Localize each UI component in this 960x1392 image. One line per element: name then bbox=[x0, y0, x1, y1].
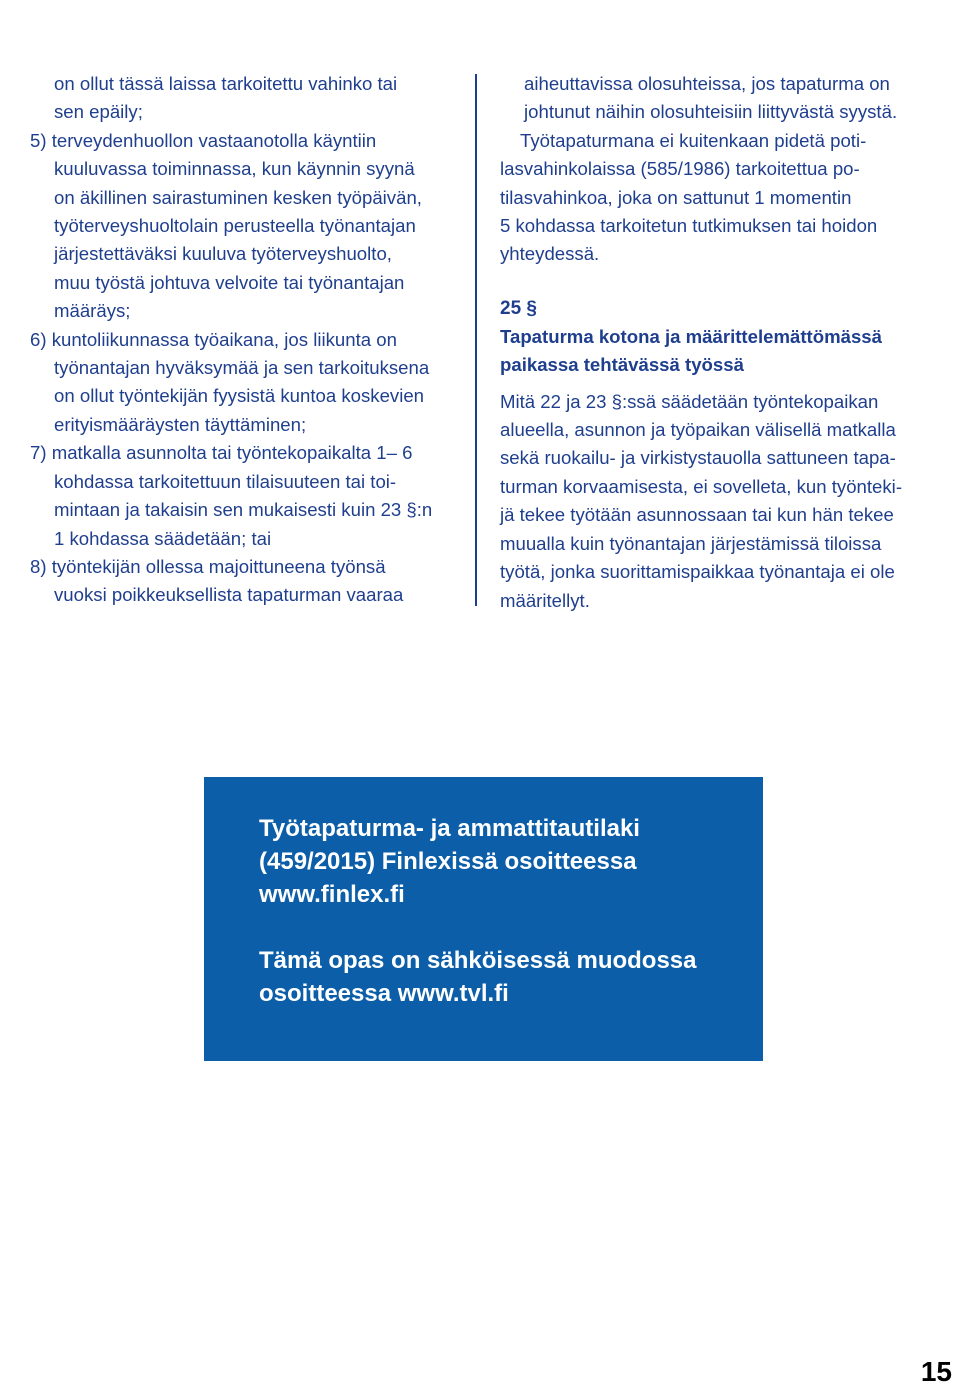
text-line: muu työstä johtuva velvoite tai työnantajan bbox=[54, 271, 405, 293]
page-number: 15 bbox=[920, 1356, 952, 1387]
list-item-8: 8) työntekijän ollessa majoittuneena työnsä bbox=[30, 555, 386, 577]
tvl-link[interactable]: osoitteessa www.tvl.fi bbox=[259, 980, 509, 1007]
text-line: työterveyshuoltolain perusteella työnantajan bbox=[54, 215, 416, 237]
text-line: määräys; bbox=[54, 300, 131, 322]
text-line: vuoksi poikkeuksellista tapaturman vaaraa bbox=[54, 584, 404, 606]
text-line: jä tekee työtään asunnossaan tai kun hän tekee bbox=[500, 504, 894, 526]
list-item-5: 5) terveydenhuollon vastaanotolla käyntiin bbox=[30, 129, 377, 151]
text-line: lasvahinkolaissa (585/1986) tarkoitettua po- bbox=[500, 158, 860, 180]
text-line: 1 kohdassa säädetään; tai bbox=[54, 527, 272, 549]
left-column bbox=[30, 70, 470, 610]
text-line: alueella, asunnon ja työpaikan välisellä matkalla bbox=[500, 419, 896, 441]
text-line: 5 kohdassa tarkoitetun tutkimuksen tai hoidon bbox=[500, 215, 878, 237]
text-line: sekä ruokailu- ja virkistystauolla sattuneen tapa- bbox=[500, 447, 896, 469]
section-title: paikassa tehtävässä työssä bbox=[500, 354, 744, 376]
text-line: mintaan ja takaisin sen mukaisesti kuin 23 §:n bbox=[54, 499, 433, 521]
text-line: tilasvahinkoa, joka on sattunut 1 momentin bbox=[500, 186, 852, 208]
text-line: on äkillinen sairastuminen kesken työpäivän, bbox=[54, 186, 422, 208]
text-line: Mitä 22 ja 23 §:ssä säädetään työntekopaikan bbox=[500, 390, 879, 412]
text-line: muualla kuin työnantajan järjestämissä tiloissa bbox=[500, 532, 882, 554]
info-box bbox=[204, 777, 763, 1061]
text-line: järjestettäväksi kuuluva työterveyshuolto, bbox=[54, 243, 392, 265]
text-line: työnantajan hyväksymää ja sen tarkoituksena bbox=[54, 357, 430, 379]
column-divider bbox=[475, 74, 477, 606]
right-column bbox=[500, 70, 945, 615]
finlex-link[interactable]: www.finlex.fi bbox=[259, 881, 405, 908]
text-line: työtä, jonka suorittamispaikkaa työnantaja ei ole bbox=[500, 561, 895, 583]
paragraph-first-line: Työtapaturmana ei kuitenkaan pidetä poti- bbox=[520, 129, 867, 151]
text-line: kohdassa tarkoitettuun tilaisuuteen tai toi- bbox=[54, 470, 397, 492]
text-line: yhteydessä. bbox=[500, 243, 600, 265]
list-item-6: 6) kuntoliikunnassa työaikana, jos liikunta on bbox=[30, 328, 397, 350]
info-box-text: (459/2015) Finlexissä osoitteessa bbox=[259, 848, 637, 875]
text-line: johtunut näihin olosuhteisiin liittyvästä syystä. bbox=[524, 101, 898, 123]
text-line: määritellyt. bbox=[500, 589, 590, 611]
info-box-text: Tämä opas on sähköisessä muodossa bbox=[259, 947, 697, 974]
text-line: kuuluvassa toiminnassa, kun käynnin syynä bbox=[54, 158, 415, 180]
section-number: 25 § bbox=[500, 297, 537, 319]
text-line: on ollut tässä laissa tarkoitettu vahinko tai bbox=[54, 73, 398, 94]
list-item-7: 7) matkalla asunnolta tai työntekopaikalta 1– 6 bbox=[30, 442, 413, 464]
text-line: on ollut työntekijän fyysistä kuntoa koskevien bbox=[54, 385, 425, 407]
info-box-heading: Työtapaturma- ja ammattitautilaki bbox=[259, 815, 640, 842]
text-line: aiheuttavissa olosuhteissa, jos tapaturma on bbox=[524, 73, 890, 94]
section-title: Tapaturma kotona ja määrittelemättömässä bbox=[500, 325, 882, 347]
text-line: erityismääräysten täyttäminen; bbox=[54, 413, 307, 435]
text-line: turman korvaamisesta, ei sovelleta, kun työnteki- bbox=[500, 475, 903, 497]
text-line: sen epäily; bbox=[54, 101, 143, 123]
